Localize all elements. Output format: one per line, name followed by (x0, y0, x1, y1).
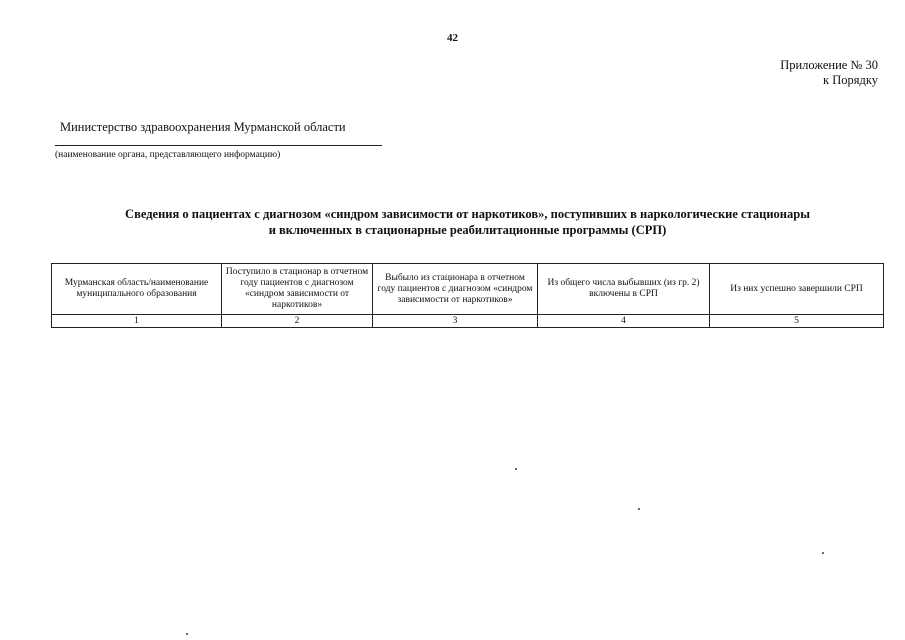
scan-speck (638, 508, 640, 510)
organization-caption: (наименование органа, представляющего информацию) (55, 150, 281, 160)
column-number: 5 (710, 315, 884, 328)
report-table (51, 263, 884, 328)
appendix-line-2: к Порядку (823, 73, 878, 87)
column-number: 2 (222, 315, 373, 328)
header-cell-region: Мурманская область/наименование муниципального образования (52, 264, 222, 315)
scan-speck (822, 552, 824, 554)
header-cell-included-srp: Из общего числа выбывших (из гр. 2) включены в СРП (538, 264, 710, 315)
table-header-row (52, 264, 884, 315)
table-column-numbers-row (52, 315, 884, 328)
appendix-note (780, 58, 878, 88)
header-cell-completed-srp: Из них успешно завершили СРП (710, 264, 884, 315)
document-title (0, 206, 905, 238)
organization-name: Министерство здравоохранения Мурманской области (60, 120, 346, 134)
column-number: 1 (52, 315, 222, 328)
header-cell-discharged: Выбыло из стационара в отчетном году пациентов с диагнозом «синдром зависимости от наркотиков» (373, 264, 538, 315)
organization-underline (55, 145, 382, 146)
scan-speck (515, 468, 517, 470)
title-line-1: Сведения о пациентах с диагнозом «синдром зависимости от наркотиков», поступивших в наркологические стационары (125, 207, 810, 221)
column-number: 4 (538, 315, 710, 328)
page-number: 42 (447, 32, 458, 44)
title-line-2: и включенных в стационарные реабилитационные программы (СРП) (268, 223, 667, 237)
column-number: 3 (373, 315, 538, 328)
appendix-line-1: Приложение № 30 (780, 58, 878, 72)
header-cell-admitted: Поступило в стационар в отчетном году пациентов с диагнозом «синдром зависимости от наркотиков» (222, 264, 373, 315)
scan-speck (186, 633, 188, 635)
